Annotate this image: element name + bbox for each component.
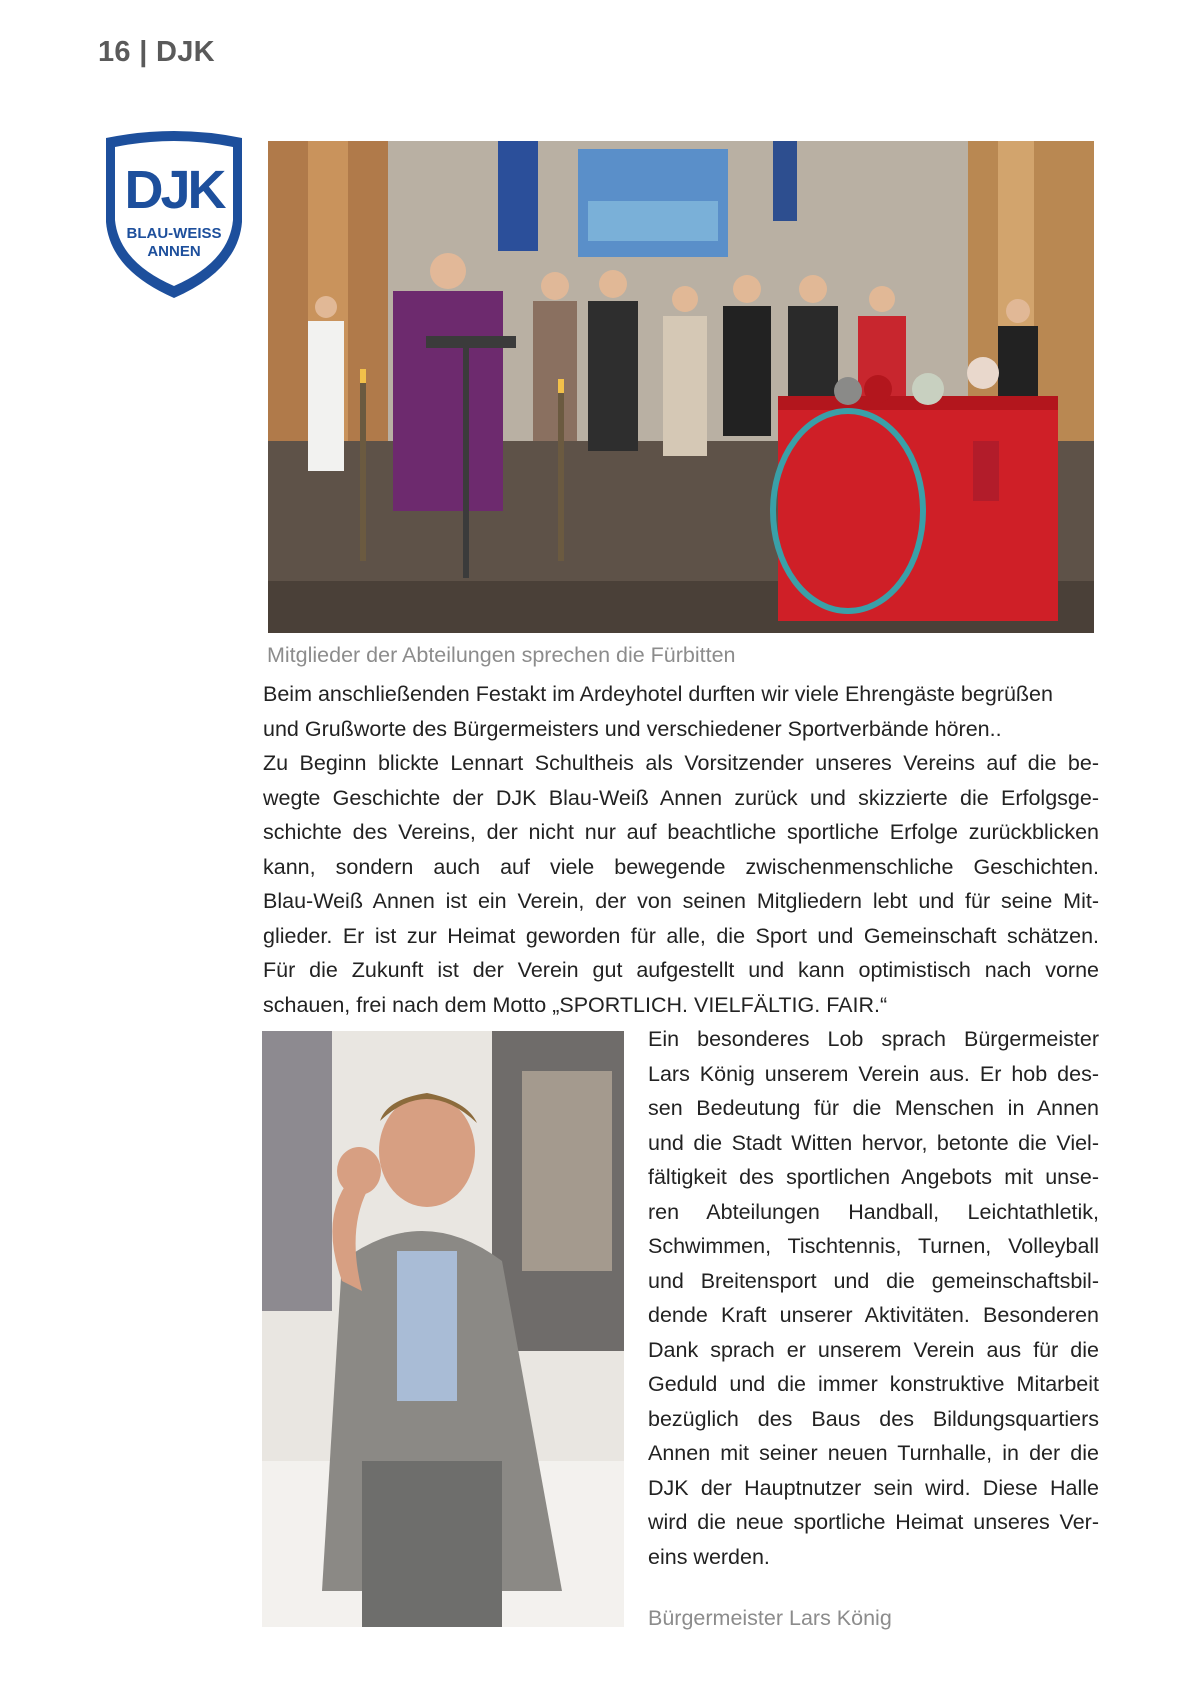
text-line: und Grußworte des Bürgermeisters und verschiedener Sportverbände hören.. [263, 716, 1002, 741]
text-line: und die Stadt Witten hervor, betonte die Viel- [648, 1130, 1099, 1155]
church-service-photo [268, 141, 1094, 633]
page-header: 16 | DJK [98, 36, 215, 68]
text-line: Für die Zukunft ist der Verein gut aufgestellt und kann optimistisch nach vorne [263, 958, 1099, 982]
text-line: schauen, frei nach dem Motto „SPORTLICH. VIELFÄLTIG. FAIR.“ [263, 992, 888, 1017]
text-line: DJK der Hauptnutzer sein wird. Diese Halle [648, 1475, 1099, 1500]
text-line: Beim anschließenden Festakt im Ardeyhotel durften wir viele Ehrengäste begrüßen [263, 682, 1053, 706]
article-paragraph-2 [648, 1022, 1099, 1574]
text-line: und Breitensport und die gemeinschaftsbil- [648, 1268, 1099, 1293]
photo2-caption: Bürgermeister Lars König [648, 1606, 892, 1630]
text-line: Ein besonderes Lob sprach Bürgermeister [648, 1027, 1099, 1051]
text-line: dende Kraft unserer Aktivitäten. Besonderen [648, 1303, 1099, 1327]
logo-line1-text: BLAU-WEISS [126, 225, 222, 242]
text-line: Annen mit seiner neuen Turnhalle, in der die [648, 1441, 1099, 1465]
text-line: Blau-Weiß Annen ist ein Verein, der von seinen Mitgliedern lebt und für seine Mit- [263, 889, 1099, 913]
text-line: fältigkeit des sportlichen Angebots mit unse- [648, 1165, 1099, 1189]
text-line: schichte des Vereins, der nicht nur auf beachtliche sportliche Erfolge zurückblicken [263, 820, 1099, 844]
text-line: Lars König unserem Verein aus. Er hob des- [648, 1061, 1099, 1086]
text-line: eins werden. [648, 1544, 770, 1569]
text-line: Zu Beginn blickte Lennart Schultheis als Vorsitzender unseres Vereins auf die be- [263, 751, 1099, 775]
text-line: wegte Geschichte der DJK Blau-Weiß Annen zurück und skizzierte die Erfolgsge- [263, 785, 1099, 810]
article-paragraph-1 [263, 677, 1099, 1022]
logo-line2-text: ANNEN [147, 243, 201, 260]
mayor-photo [262, 1031, 624, 1627]
text-line: glieder. Er ist zur Heimat geworden für alle, die Sport und Gemeinschaft schätzen. [263, 923, 1099, 948]
text-line: ren Abteilungen Handball, Leichtathletik, [648, 1199, 1099, 1224]
photo1-caption: Mitglieder der Abteilungen sprechen die Fürbitten [267, 643, 736, 667]
text-line: Schwimmen, Tischtennis, Turnen, Volleyball [648, 1234, 1099, 1258]
djk-logo [100, 130, 248, 302]
text-line: kann, sondern auch auf viele bewegende zwischenmenschliche Geschichten. [263, 854, 1099, 879]
text-line: sen Bedeutung für die Menschen in Annen [648, 1096, 1099, 1120]
text-line: Geduld und die immer konstruktive Mitarbeit [648, 1372, 1099, 1396]
text-line: wird die neue sportliche Heimat unseres Ver- [648, 1510, 1099, 1534]
text-line: Dank sprach er unserem Verein aus für die [648, 1337, 1099, 1362]
logo-main-text: DJK [124, 160, 224, 220]
text-line: bezüglich des Baus des Bildungsquartiers [648, 1406, 1099, 1431]
